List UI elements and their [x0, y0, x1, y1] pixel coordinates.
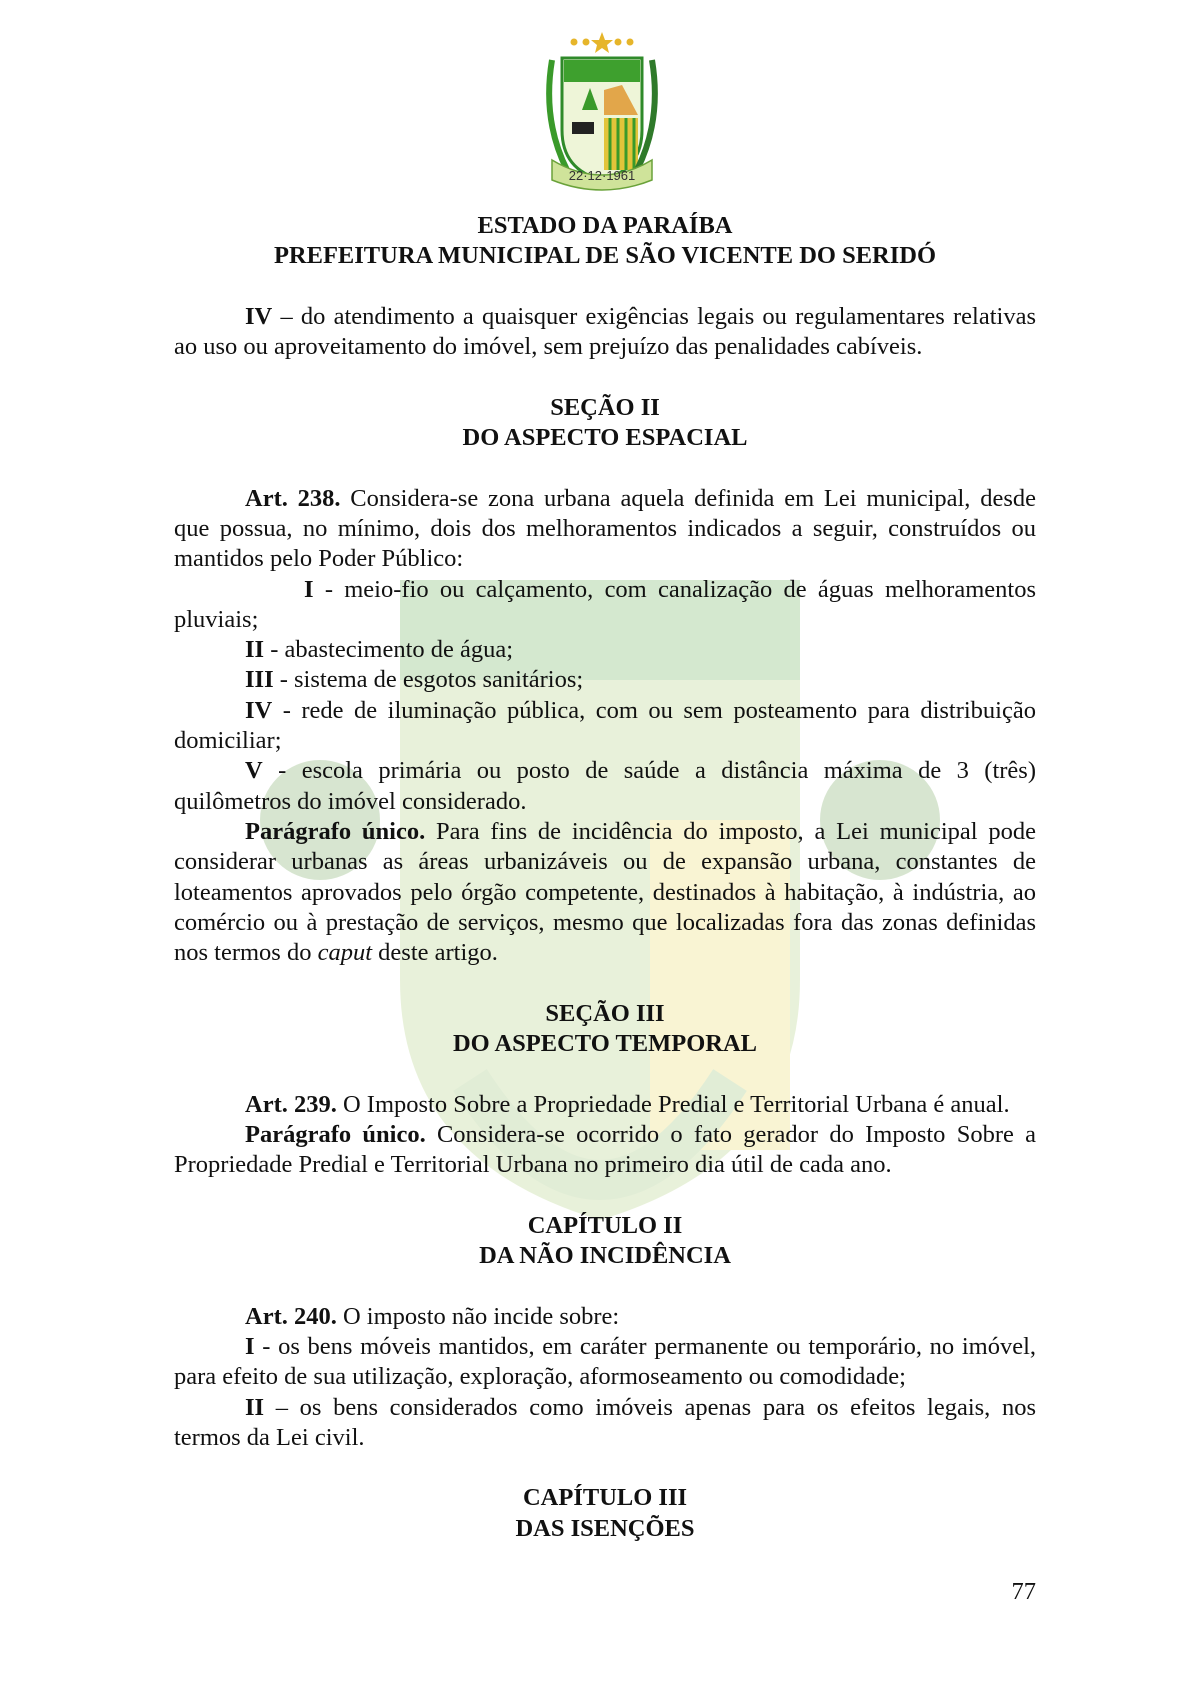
item-label: V — [245, 757, 263, 785]
chapter-title: CAPÍTULO II — [527, 1211, 683, 1239]
paragraph-iv — [174, 302, 1036, 363]
chapter-subtitle: DA NÃO INCIDÊNCIA — [479, 1242, 731, 1270]
article-240 — [174, 1302, 1036, 1332]
paragraph-unico-239 — [174, 1120, 1036, 1181]
item-label: III — [245, 666, 274, 694]
item-text: - escola primária ou posto de saúde a distância máxima de 3 (três) quilômetros do imóvel considerado. — [174, 757, 1036, 815]
article-text: O imposto não incide sobre: — [336, 1302, 620, 1330]
paragraph-label: Parágrafo único. — [245, 817, 426, 845]
item-text: – os bens considerados como imóveis apenas para os efeitos legais, nos termos da Lei civil. — [174, 1393, 1036, 1451]
article-239 — [174, 1090, 1036, 1120]
item-text: – do atendimento a quaisquer exigências legais ou regulamentares relativas ao uso ou aproveitamento do imóvel, sem prejuízo das penalidades cabíveis. — [174, 302, 1036, 361]
paragraph-text: Considera-se ocorrido o fato gerador do Imposto Sobre a Propriedade Predial e Territorial Urbana no primeiro dia útil de cada ano. — [174, 1120, 1036, 1179]
article-text: O Imposto Sobre a Propriedade Predial e Territorial Urbana é anual. — [336, 1090, 1010, 1118]
item-text: - abastecimento de água; — [264, 636, 514, 664]
item-label: IV — [245, 302, 273, 330]
paragraph-text-end: deste artigo. — [372, 939, 498, 967]
item-label: I — [304, 575, 314, 603]
article-238 — [174, 484, 1036, 575]
list-item — [174, 575, 1036, 636]
page-number: 77 — [1011, 1578, 1036, 1605]
coat-of-arms-logo — [512, 30, 692, 200]
item-text: - sistema de esgotos sanitários; — [273, 666, 584, 694]
section-title: SEÇÃO II — [550, 393, 660, 421]
list-item — [174, 696, 1036, 757]
item-text: - meio-fio ou calçamento, com canalização de águas melhoramentos pluviais; — [174, 575, 1036, 633]
chapter-title: CAPÍTULO III — [522, 1484, 688, 1512]
article-label: Art. 238. — [245, 484, 341, 512]
paragraph-text: Para fins de incidência do imposto, a Lei municipal pode considerar urbanas as áreas urbanizáveis ou de expansão urbana, constantes de loteamentos aprovados pelo órgão competente, destinados à habitação, à indústria, ao comércio ou à prestação de serviços, mesmo que localizadas fora das zonas definidas nos termos do — [174, 817, 1036, 967]
article-label: Art. 239. — [245, 1090, 337, 1118]
chapter-subtitle: DAS ISENÇÕES — [515, 1514, 695, 1542]
section-title: SEÇÃO III — [545, 999, 665, 1027]
state-heading: ESTADO DA PARAÍBA — [477, 212, 733, 239]
logo-date: 22·12·1961 — [568, 168, 636, 183]
list-item — [174, 635, 1036, 665]
paragraph-unico-238 — [174, 817, 1036, 968]
paragraph-label: Parágrafo único. — [245, 1120, 426, 1148]
item-label: I — [245, 1332, 255, 1360]
list-item — [174, 1332, 1036, 1393]
item-text: - os bens móveis mantidos, em caráter permanente ou temporário, no imóvel, para efeito de sua utilização, exploração, aformoseamento ou comodidade; — [174, 1332, 1036, 1391]
item-label: II — [245, 636, 265, 664]
paragraph-italic: caput — [317, 939, 373, 967]
document-body — [174, 211, 1036, 1544]
list-item — [174, 756, 1036, 817]
list-item — [174, 665, 1036, 695]
list-item — [174, 1393, 1036, 1454]
article-label: Art. 240. — [245, 1302, 337, 1330]
item-label: IV — [245, 696, 273, 724]
item-label: II — [245, 1393, 265, 1421]
section-subtitle: DO ASPECTO TEMPORAL — [452, 1030, 758, 1058]
article-text: Considera-se zona urbana aquela definida em Lei municipal, desde que possua, no mínimo, dois dos melhoramentos indicados a seguir, construídos ou mantidos pelo Poder Público: — [174, 484, 1036, 573]
section-subtitle: DO ASPECTO ESPACIAL — [462, 424, 748, 452]
item-text: - rede de iluminação pública, com ou sem posteamento para distribuição domiciliar; — [174, 696, 1036, 755]
municipality-heading: PREFEITURA MUNICIPAL DE SÃO VICENTE DO SERIDÓ — [273, 242, 937, 270]
